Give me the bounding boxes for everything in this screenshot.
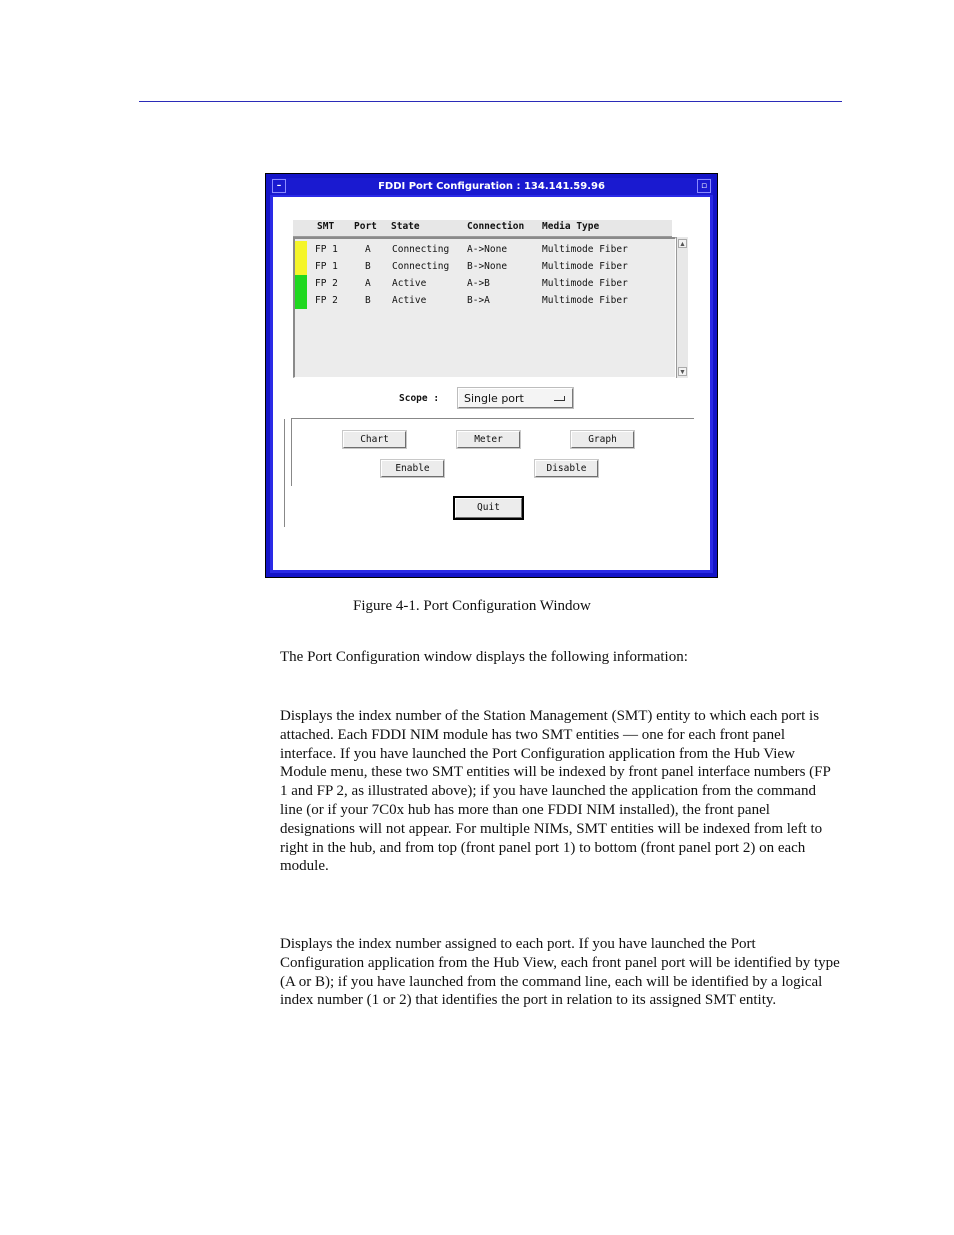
cell-state: Active [392, 278, 427, 289]
cell-media-type: Multimode Fiber [542, 261, 628, 272]
figure-caption: Figure 4-1. Port Configuration Window [353, 598, 591, 614]
column-header-port: Port [354, 221, 377, 232]
graph-button[interactable]: Graph [571, 431, 634, 448]
cell-connection: B->None [467, 261, 508, 272]
cell-port: B [365, 261, 371, 272]
table-row[interactable] [295, 292, 675, 309]
window-titlebar[interactable] [270, 178, 713, 195]
dropdown-indicator-icon [554, 396, 565, 401]
cell-media-type: Multimode Fiber [542, 244, 628, 255]
window-title: FDDI Port Configuration : 134.141.59.96 [378, 181, 605, 192]
scroll-down-icon[interactable]: ▼ [679, 368, 686, 376]
scope-selected-value: Single port [464, 392, 524, 405]
cell-smt: FP 1 [315, 261, 338, 272]
cell-media-type: Multimode Fiber [542, 295, 628, 306]
meter-button[interactable]: Meter [457, 431, 520, 448]
table-row[interactable] [295, 258, 675, 275]
table-row[interactable] [295, 241, 675, 258]
cell-connection: B->A [467, 295, 490, 306]
separator-highlight [291, 419, 694, 420]
maximize-icon[interactable]: ▫ [697, 179, 711, 193]
cell-smt: FP 2 [315, 278, 338, 289]
quit-button[interactable]: Quit [455, 498, 522, 518]
cell-connection: A->B [467, 278, 490, 289]
cell-port: A [365, 278, 371, 289]
port-configuration-window [265, 173, 718, 578]
enable-button[interactable]: Enable [381, 460, 444, 477]
cell-connection: A->None [467, 244, 508, 255]
window-menu-icon[interactable]: – [272, 179, 286, 193]
scope-select[interactable] [458, 388, 573, 408]
panel-edge [291, 419, 292, 486]
cell-state: Connecting [392, 261, 450, 272]
table-row[interactable] [295, 275, 675, 292]
cell-port: B [365, 295, 371, 306]
panel-edge [284, 419, 285, 527]
cell-state: Connecting [392, 244, 450, 255]
scroll-up-icon[interactable]: ▲ [679, 240, 686, 248]
port-list[interactable] [293, 237, 676, 378]
status-color-swatch [295, 292, 307, 309]
header-rule [139, 101, 842, 102]
disable-button[interactable]: Disable [535, 460, 598, 477]
column-header-connection: Connection [467, 221, 525, 232]
chart-button[interactable]: Chart [343, 431, 406, 448]
cell-media-type: Multimode Fiber [542, 278, 628, 289]
column-header-media-type: Media Type [542, 221, 600, 232]
list-scrollbar[interactable] [676, 237, 688, 378]
cell-port: A [365, 244, 371, 255]
port-description: Displays the index number assigned to each port. If you have launched the Port Configuration application from the Hub View, each front panel port will be identified by type (A or B); if you have launched from the command line, each will be identified by a logical index number (1 or 2) that identifies the port in relation to its assigned SMT entity. [280, 936, 840, 1009]
cell-state: Active [392, 295, 427, 306]
smt-description: Displays the index number of the Station Management (SMT) entity to which each port is attached. Each FDDI NIM module has two SMT entities — one for each front panel interface. If you have launched the Port Configuration application from the Hub View Module menu, these two SMT entities will be indexed by front panel interface numbers (FP 1 and FP 2, as illustrated above); if you have launched the application from the command line (or if your 7C0x hub has more than one FDDI NIM installed), the front panel designations will not appear. For multiple NIMs, SMT entities will be indexed from left to right in the hub, and from top (front panel port 1) to bottom (front panel port 2) on each module. [280, 708, 831, 875]
cell-smt: FP 1 [315, 244, 338, 255]
status-color-swatch [295, 258, 307, 275]
column-header-smt: SMT [317, 221, 335, 232]
window-client-area [273, 197, 710, 570]
cell-smt: FP 2 [315, 295, 338, 306]
column-header-state: State [391, 221, 420, 232]
table-header [293, 219, 672, 237]
intro-paragraph: The Port Configuration window displays the following information: [280, 649, 688, 665]
scope-label: Scope : [399, 393, 440, 404]
status-color-swatch [295, 241, 307, 258]
status-color-swatch [295, 275, 307, 292]
